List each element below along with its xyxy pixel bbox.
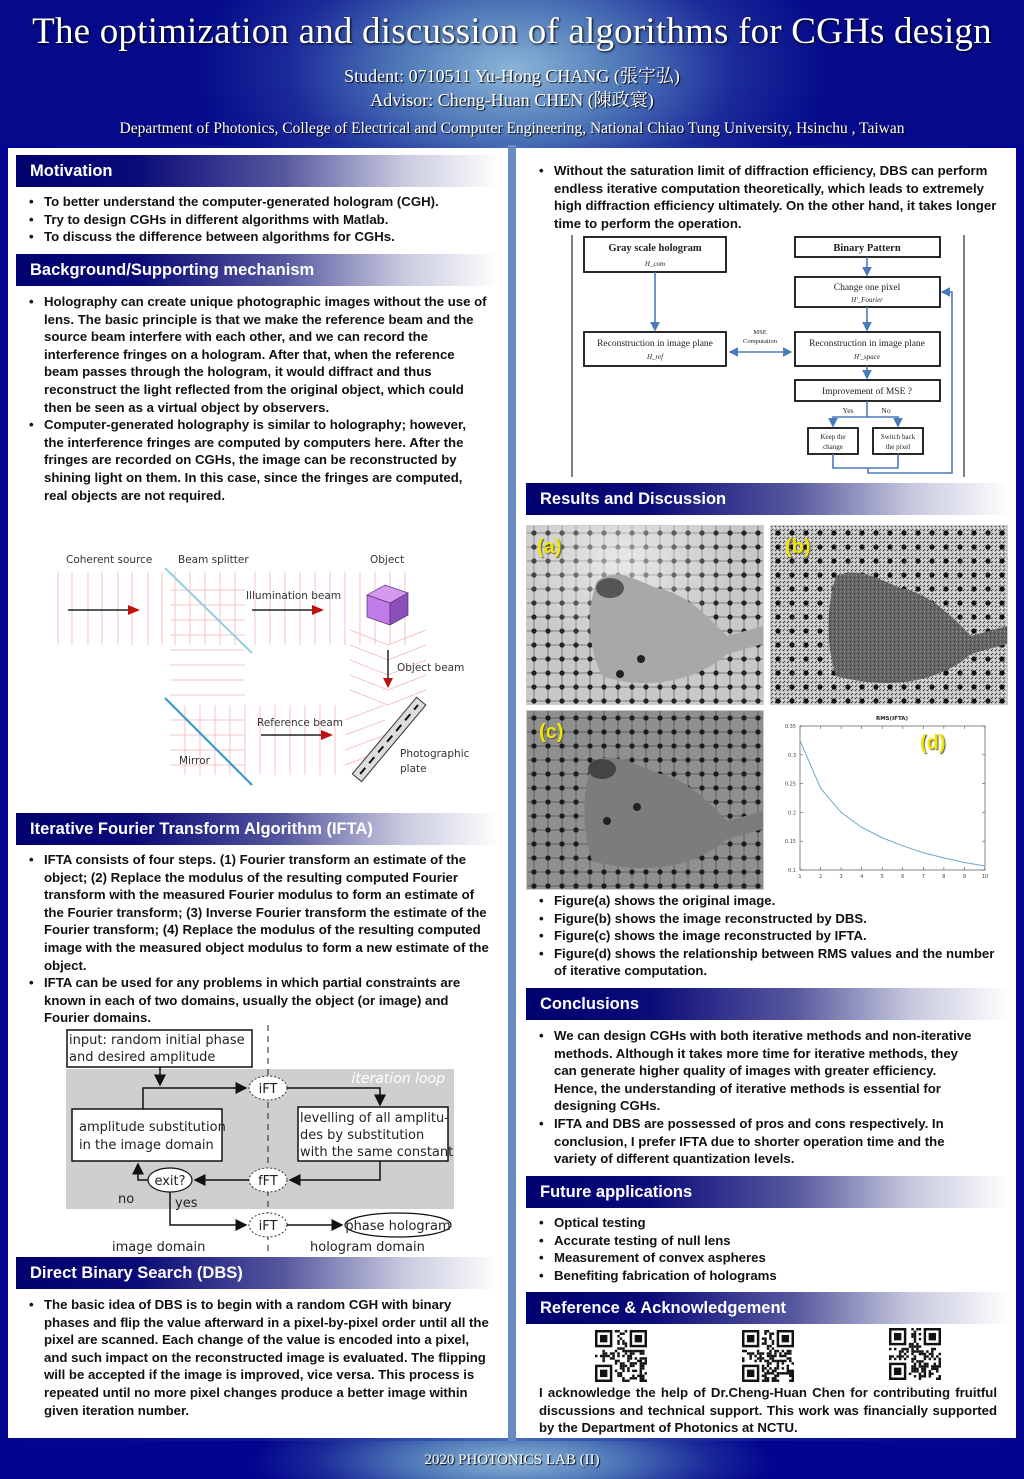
rms-point	[984, 865, 985, 866]
exit-label: exit?	[154, 1174, 186, 1189]
rms-point	[964, 862, 965, 863]
figure-d-rms-chart	[770, 710, 1010, 888]
mse-label-1: MSE	[753, 329, 767, 336]
section-header-results: Results and Discussion	[526, 483, 1010, 515]
y-tick-label: 0.25	[784, 781, 796, 788]
list-item: • Figure(b) shows the image reconstructed by DBS.	[538, 910, 1000, 928]
qr-code-3[interactable]	[889, 1328, 941, 1380]
label-beam-splitter: Beam splitter	[178, 554, 249, 566]
switch-label-1: Switch back	[880, 433, 916, 441]
amplitude-substitution-box	[72, 1109, 222, 1161]
student-line: Student: 0710511 Yu-Hong CHANG (張宇弘)	[344, 66, 680, 86]
ift-label-top: iFT	[258, 1082, 278, 1097]
advisor-line: Advisor: Cheng-Huan CHEN (陳政寰)	[370, 90, 654, 110]
source-wavefronts	[58, 572, 162, 645]
no-label: no	[118, 1192, 135, 1207]
recon-left-sub: H_ref	[646, 353, 664, 361]
list-item: • Without the saturation limit of diffraction efficiency, DBS can perform endless iterative computation theoretically, which leads to extremely high diffraction efficiency ultimately. On the other hand, it takes longer time to perform the operation.	[538, 162, 998, 232]
label-object: Object	[370, 554, 405, 566]
rms-chart-svg	[770, 710, 1010, 888]
column-divider	[508, 145, 516, 1441]
x-tick-label: 3	[839, 874, 843, 880]
section-header-background: Background/Supporting mechanism	[16, 254, 500, 286]
label-illumination-beam: Illumination beam	[246, 590, 342, 602]
rms-point	[861, 827, 862, 828]
qr-code-1[interactable]	[595, 1330, 647, 1382]
gray-hologram-label: Gray scale hologram	[608, 243, 702, 254]
label-object-beam: Object beam	[397, 662, 465, 674]
list-item: • To discuss the difference between algorithms for CGHs.	[28, 228, 498, 246]
rms-point	[882, 837, 883, 838]
x-tick-label: 7	[921, 874, 925, 880]
no-label: No	[881, 406, 891, 415]
x-tick-label: 10	[981, 874, 989, 880]
recon-right-label: Reconstruction in image plane	[809, 339, 925, 349]
ifta-flow-diagram	[50, 1025, 470, 1255]
phase-hologram-label: phase hologram	[345, 1219, 451, 1234]
conclusions-list	[538, 1027, 978, 1168]
section-header-dbs: Direct Binary Search (DBS)	[16, 1257, 500, 1289]
x-tick-label: 6	[901, 874, 905, 880]
mse-label-2: Computation	[743, 338, 777, 345]
y-tick-label: 0.35	[784, 724, 796, 730]
list-item: • To better understand the computer-generated hologram (CGH).	[28, 193, 498, 211]
y-tick-label: 0.2	[788, 810, 796, 817]
poster-header	[0, 0, 1024, 145]
list-item: • IFTA and DBS are possessed of pros and cons respectively. In conclusion, I prefer IFTA due to shorter operation time and the variety of different quantization levels.	[538, 1115, 978, 1168]
image-domain-label: image domain	[112, 1240, 206, 1255]
x-tick-label: 1	[798, 874, 802, 880]
x-tick-label: 5	[880, 874, 884, 880]
x-tick-label: 8	[942, 874, 946, 880]
amp-sub-text-1: amplitude substitution	[79, 1120, 226, 1135]
dbs-list	[28, 1296, 490, 1419]
hologram-domain-label: hologram domain	[310, 1240, 425, 1255]
figure-c-ifta-image	[526, 710, 764, 890]
figure-a-original-image	[526, 525, 764, 705]
rms-point	[943, 857, 944, 858]
mirror-line	[165, 698, 252, 785]
ift-label-bottom: iFT	[258, 1219, 278, 1234]
beam-splitter-line	[165, 568, 252, 653]
input-text-1: input: random initial phase	[69, 1033, 245, 1048]
iteration-loop-label: iteration loop	[351, 1071, 445, 1087]
recon-right-sub: H'_space	[854, 353, 880, 361]
label-photographic: Photographic	[400, 748, 470, 760]
x-tick-label: 2	[818, 874, 823, 880]
poster-footer: 2020 PHOTONICS LAB (II)	[0, 1441, 1024, 1479]
figure-b-label: (b)	[785, 536, 811, 558]
figure-c-label: (c)	[539, 721, 564, 743]
splitter-wavefronts	[170, 572, 245, 695]
department-line: Department of Photonics, College of Electrical and Computer Engineering, National Chiao Tung University, Hsinchu , Taiwan	[119, 120, 905, 137]
list-item: • We can design CGHs with both iterative methods and non-iterative methods. Although it takes more time for iterative methods, they can generate higher quality of images with greater efficiency. Hence, the understanding of iterative methods is essential for designing CGHs.	[538, 1027, 978, 1115]
fft-label: fFT	[258, 1174, 278, 1189]
list-item: • Accurate testing of null lens	[538, 1232, 998, 1250]
level-text-3: with the same constant	[300, 1145, 454, 1160]
x-tick-label: 9	[962, 874, 967, 880]
figure-d-label: (d)	[920, 732, 946, 754]
dog-image-original	[527, 526, 763, 704]
list-item: • Figure(d) shows the relationship between RMS values and the number of iterative computation.	[538, 945, 1000, 980]
list-item: • Figure(a) shows the original image.	[538, 892, 1000, 910]
section-header-conclusions: Conclusions	[526, 988, 1010, 1020]
y-tick-label: 0.1	[788, 868, 796, 874]
keep-label-1: Keep the	[820, 433, 846, 441]
holography-setup-diagram	[40, 540, 480, 800]
amp-sub-text-2: in the image domain	[79, 1138, 214, 1153]
future-list	[538, 1214, 998, 1284]
motivation-list	[28, 193, 498, 246]
list-item: • Try to design CGHs in different algorithms with Matlab.	[28, 211, 498, 229]
label-reference-beam: Reference beam	[257, 717, 343, 729]
section-header-reference: Reference & Acknowledgement	[526, 1292, 1010, 1324]
rms-point	[799, 740, 800, 741]
y-tick-label: 0.3	[788, 752, 796, 759]
keep-label-2: change	[823, 443, 843, 451]
acknowledgement-text: I acknowledge the help of Dr.Cheng-Huan Chen for contributing fruitful discussions and technical support. This work was financially supported by the Department of Photonics at NCTU.	[539, 1385, 997, 1436]
change-pixel-sub: H'_Fourier	[851, 296, 883, 304]
list-item: • Holography can create unique photographic images without the use of lens. The basic principle is that we make the reference beam and the source beam interfere with each other, and we can record the interference fringes on a hologram. After that, when the reference beam passes through the hologram, it would diffract and thus reconstruct the light reflected from the original object, which could then be seen as a virtual object by observers.	[28, 293, 488, 416]
section-header-motivation: Motivation	[16, 155, 500, 187]
figure-b-dbs-image	[770, 525, 1008, 705]
improvement-label: Improvement of MSE ?	[822, 387, 912, 397]
x-tick-label: 4	[860, 874, 864, 880]
y-tick-label: 0.15	[784, 839, 796, 846]
results-list	[538, 892, 1000, 980]
list-item: • IFTA consists of four steps. (1) Fourier transform an estimate of the object; (2) Replace the modulus of the resulting computed Fourier transform with the measured Fourier modulus to form an estimate of the Fourier transform; (3) Inverse Fourier transform the estimate of the Fourier transform; (4) Replace the modulus of the resulting computed image with the measured object modulus to form a new estimate of the object.	[28, 851, 490, 974]
list-item: • The basic idea of DBS is to begin with a random CGH with binary phases and flip the value afterward in a pixel-by-pixel order until all the pixel are scanned. Each change of the value is encoded into a pixel, and such impact on the reconstructed image is evaluated. The flipping will be accepted if the image is improved, vice versa. This process is repeated until no more pixel changes produce a better image within given iteration number.	[28, 1296, 490, 1419]
list-item: • Benefiting fabrication of holograms	[538, 1267, 998, 1285]
list-item: • Optical testing	[538, 1214, 998, 1232]
background-list	[28, 293, 488, 504]
label-coherent-source: Coherent source	[66, 554, 153, 566]
section-header-ifta: Iterative Fourier Transform Algorithm (IFTA)	[16, 813, 500, 845]
dbs-continued-list	[538, 162, 998, 232]
object-cube-icon	[367, 585, 408, 625]
binary-pattern-label: Binary Pattern	[833, 243, 901, 254]
change-pixel-label: Change one pixel	[833, 283, 901, 293]
chart-axes	[800, 726, 985, 870]
chart-title: RMS(IFTA)	[875, 716, 909, 722]
ifta-list	[28, 851, 490, 1027]
recon-left-label: Reconstruction in image plane	[597, 339, 713, 349]
gray-hologram-sub: H_com	[644, 260, 666, 268]
list-item: • Figure(c) shows the image reconstructed by IFTA.	[538, 927, 1000, 945]
yes-label: Yes	[842, 406, 854, 415]
section-header-future: Future applications	[526, 1176, 1010, 1208]
rms-point	[923, 852, 924, 853]
level-text-1: levelling of all amplitu-	[300, 1111, 449, 1126]
list-item: • Measurement of convex aspheres	[538, 1249, 998, 1267]
level-text-2: des by substitution	[300, 1128, 425, 1143]
dbs-flow-diagram	[570, 232, 970, 480]
label-plate: plate	[400, 763, 427, 775]
input-text-2: and desired amplitude	[69, 1050, 216, 1065]
label-mirror: Mirror	[179, 755, 210, 767]
list-item: • IFTA can be used for any problems in which partial constraints are known in each of two domains, usually the object (or image) and Fourier domains.	[28, 974, 490, 1027]
qr-code-2[interactable]	[742, 1330, 794, 1382]
switch-label-2: the pixel	[885, 443, 911, 451]
rms-point	[820, 788, 821, 789]
rms-point	[902, 845, 903, 846]
plot-frame	[800, 726, 985, 870]
list-item: • Computer-generated holography is similar to holography; however, the interference fringes are computed by computers here. After the fringes are recorded on CGHs, the image can be reconstructed by shining light on them. In this case, since the fringes are computed, real objects are not required.	[28, 416, 488, 504]
rms-point	[841, 812, 842, 813]
yes-label: yes	[175, 1196, 198, 1211]
figure-a-label: (a)	[537, 536, 562, 558]
poster-title: The optimization and discussion of algorithms for CGHs design	[32, 11, 992, 52]
